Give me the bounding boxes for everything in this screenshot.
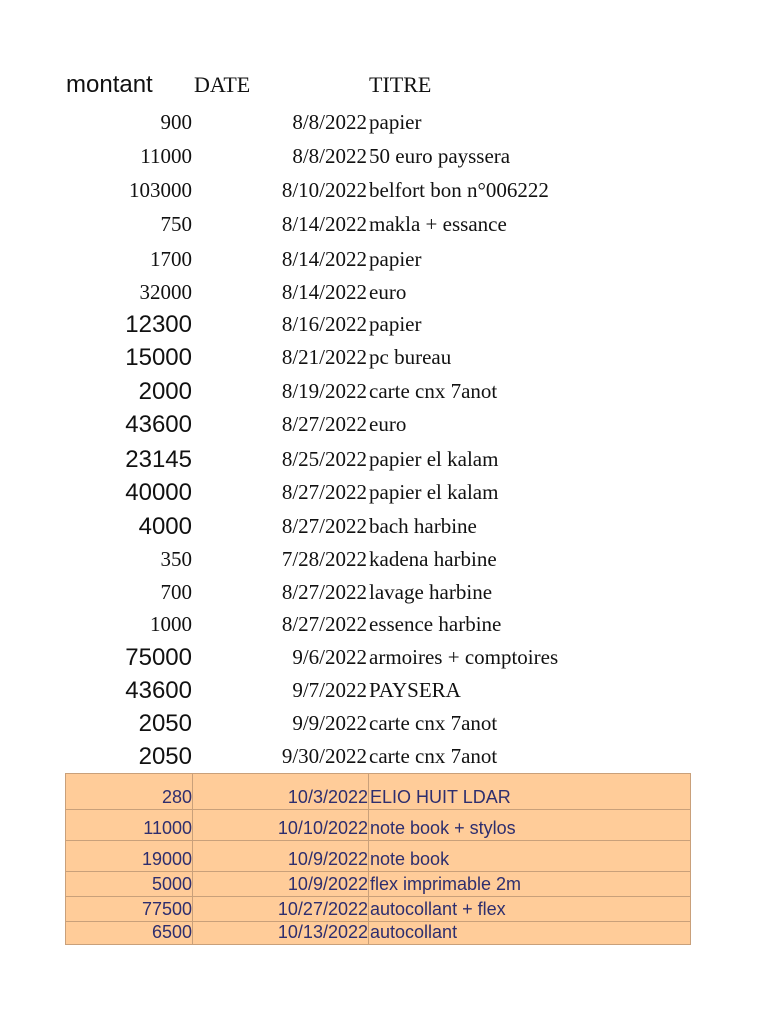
title-cell: essence harbine <box>369 611 502 636</box>
date-cell: 8/27/2022 <box>281 579 367 604</box>
amount-cell: 103000 <box>129 177 192 202</box>
amount-cell: 11000 <box>143 818 192 838</box>
amount-cell: 23145 <box>125 445 192 473</box>
amount-cell: 12300 <box>125 310 192 338</box>
title-cell: carte cnx 7anot <box>369 744 498 768</box>
table-row <box>0 408 768 441</box>
date-cell: 10/10/2022 <box>277 818 368 838</box>
table-row <box>0 443 768 476</box>
date-cell: 8/27/2022 <box>281 514 367 538</box>
title-cell: note book + stylos <box>370 818 516 838</box>
table-row <box>0 543 768 575</box>
table-row <box>66 774 690 810</box>
title-cell: papier <box>369 109 422 134</box>
title-cell: PAYSERA <box>369 678 461 702</box>
header-titre: TITRE <box>369 72 432 97</box>
title-cell: papier <box>369 246 422 271</box>
title-cell: flex imprimable 2m <box>370 874 522 894</box>
date-cell: 10/27/2022 <box>277 899 368 919</box>
table-row <box>0 140 768 172</box>
title-cell: kadena harbine <box>369 546 497 571</box>
date-cell: 10/13/2022 <box>277 922 368 942</box>
amount-cell: 5000 <box>151 874 192 894</box>
table-row <box>0 243 768 275</box>
amount-cell: 2000 <box>138 377 192 405</box>
date-cell: 8/14/2022 <box>281 211 367 236</box>
amount-cell: 43600 <box>125 676 192 704</box>
table-row <box>0 608 768 640</box>
date-cell: 8/27/2022 <box>281 611 367 636</box>
table-row <box>66 897 690 922</box>
date-cell: 9/7/2022 <box>292 678 367 702</box>
header-date: DATE <box>194 72 251 97</box>
table-row <box>66 841 690 872</box>
amount-cell: 11000 <box>140 143 192 168</box>
table-row <box>0 576 768 608</box>
table-row <box>0 674 768 707</box>
title-cell: autocollant <box>370 922 458 942</box>
table-row <box>0 510 768 543</box>
title-cell: autocollant + flex <box>370 899 506 919</box>
date-cell: 9/6/2022 <box>292 645 367 669</box>
date-cell: 9/9/2022 <box>292 711 367 735</box>
amount-cell: 4000 <box>138 512 192 540</box>
date-cell: 8/25/2022 <box>281 447 367 471</box>
amount-cell: 1700 <box>150 246 192 271</box>
amount-cell: 1000 <box>150 611 192 636</box>
highlighted-table <box>65 773 691 945</box>
date-cell: 8/16/2022 <box>281 312 367 336</box>
date-cell: 7/28/2022 <box>281 546 367 571</box>
table-row <box>0 308 768 341</box>
title-cell: papier <box>369 312 422 336</box>
table-row <box>0 740 768 773</box>
amount-cell: 43600 <box>125 410 192 438</box>
amount-cell: 2050 <box>138 742 192 770</box>
table-row <box>66 872 690 897</box>
table-row <box>0 341 768 374</box>
table-row <box>0 641 768 674</box>
table-row <box>0 276 768 308</box>
date-cell: 8/19/2022 <box>281 379 367 403</box>
date-cell: 8/8/2022 <box>292 143 367 168</box>
date-cell: 8/21/2022 <box>281 345 367 369</box>
amount-cell: 900 <box>160 109 192 134</box>
amount-cell: 6500 <box>151 922 192 942</box>
date-cell: 8/8/2022 <box>292 109 367 134</box>
date-cell: 8/14/2022 <box>281 246 367 271</box>
title-cell: makla + essance <box>369 211 507 236</box>
title-cell: carte cnx 7anot <box>369 379 498 403</box>
title-cell: note book <box>370 849 450 869</box>
amount-cell: 40000 <box>125 478 192 506</box>
title-cell: papier el kalam <box>369 480 499 504</box>
table-row <box>66 810 690 841</box>
title-cell: euro <box>369 279 407 304</box>
date-cell: 10/9/2022 <box>287 874 368 894</box>
amount-cell: 75000 <box>125 643 192 671</box>
table-row <box>0 208 768 240</box>
amount-cell: 350 <box>160 546 192 571</box>
date-cell: 10/3/2022 <box>287 787 368 807</box>
table-row <box>0 174 768 206</box>
date-cell: 8/10/2022 <box>281 177 367 202</box>
header-montant: montant <box>66 71 153 98</box>
title-cell: euro <box>369 412 407 436</box>
table-row <box>0 375 768 408</box>
title-cell: armoires + comptoires <box>369 645 559 669</box>
title-cell: ELIO HUIT LDAR <box>370 787 511 807</box>
date-cell: 9/30/2022 <box>281 744 367 768</box>
amount-cell: 2050 <box>138 709 192 737</box>
amount-cell: 280 <box>161 787 192 807</box>
amount-cell: 700 <box>160 579 192 604</box>
table-row <box>0 106 768 138</box>
title-cell: pc bureau <box>369 345 452 369</box>
amount-cell: 77500 <box>141 899 192 919</box>
title-cell: bach harbine <box>369 514 477 538</box>
title-cell: papier el kalam <box>369 447 499 471</box>
date-cell: 8/14/2022 <box>281 279 367 304</box>
amount-cell: 15000 <box>125 343 192 371</box>
date-cell: 8/27/2022 <box>281 480 367 504</box>
table-row <box>0 476 768 509</box>
table-row <box>0 707 768 740</box>
date-cell: 8/27/2022 <box>281 412 367 436</box>
table-row <box>66 922 690 944</box>
title-cell: carte cnx 7anot <box>369 711 498 735</box>
amount-cell: 750 <box>160 211 192 236</box>
amount-cell: 19000 <box>141 849 192 869</box>
date-cell: 10/9/2022 <box>287 849 368 869</box>
title-cell: lavage harbine <box>369 579 493 604</box>
amount-cell: 32000 <box>139 279 192 304</box>
title-cell: belfort bon n°006222 <box>369 177 549 202</box>
title-cell: 50 euro payssera <box>369 143 511 168</box>
